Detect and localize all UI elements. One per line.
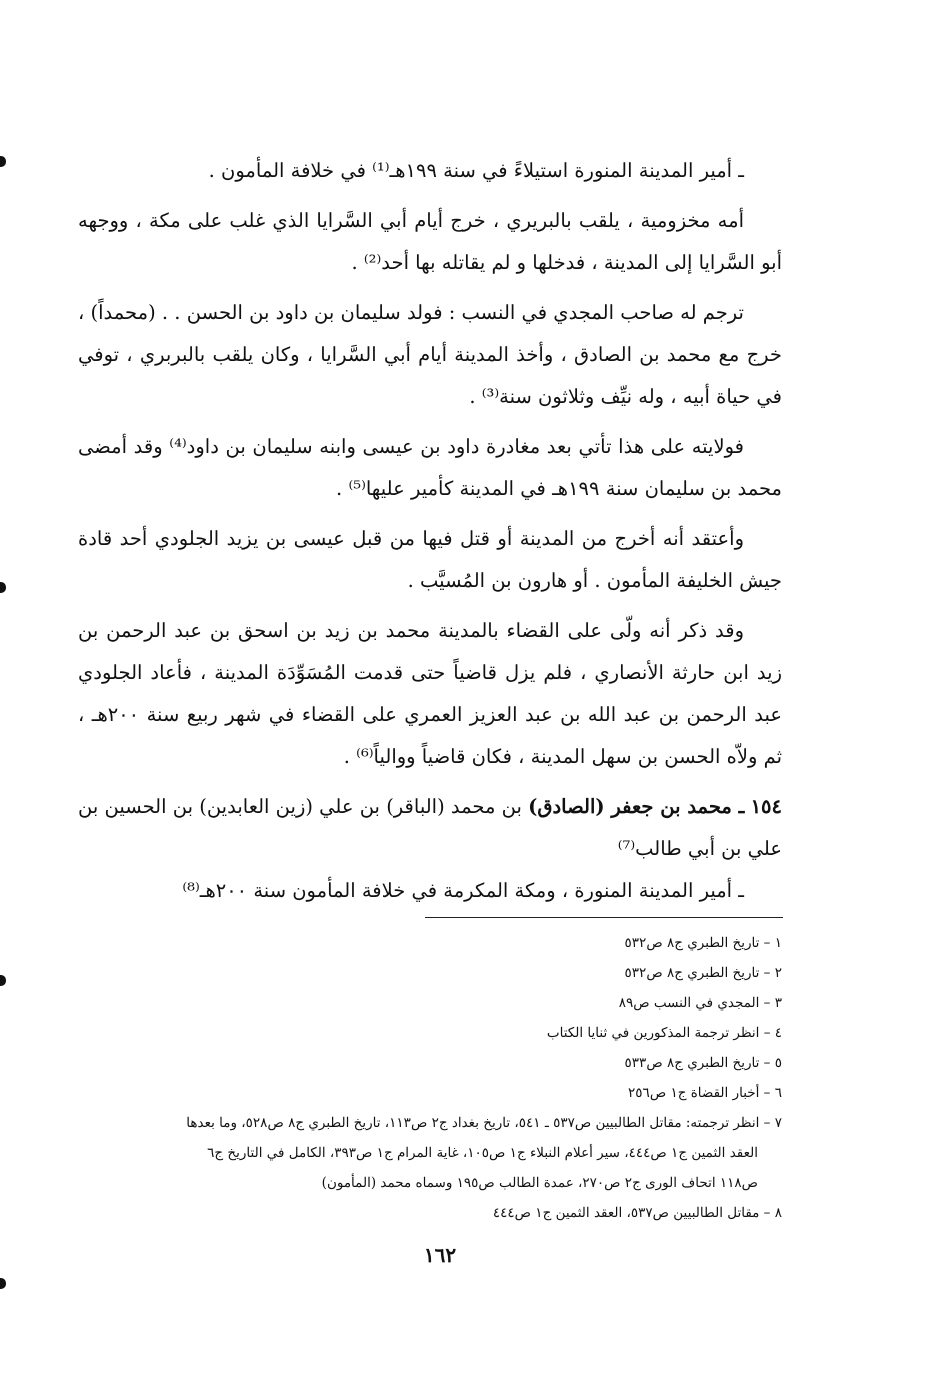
footnote-5: ٥ – تاريخ الطبري ج٨ ص٥٣٣ — [624, 1055, 782, 1071]
entry-office: ـ أمير المدينة المنورة ، ومكة المكرمة في خلافة المأمون سنة ٢٠٠هـ⁽⁸⁾ — [182, 879, 744, 902]
footnote-7-continued-2: ص١١٨ اتحاف الورى ج٢ ص٢٧٠، عمدة الطالب ص١٩٥ وسماه محمد (المأمون) — [321, 1175, 758, 1191]
paragraph-5: وأعتقد أنه أخرج من المدينة أو قتل فيها من قبل عيسى بن يزيد الجلودي أحد قادة جيش الخليفة المأمون . أو هارون بن المُسيَّب . — [78, 527, 782, 592]
footnote-3: ٣ – المجدي في النسب ص٨٩ — [618, 995, 782, 1011]
footnote-8: ٨ – مقاتل الطالبيين ص٥٣٧، العقد الثمين ج١ ص٤٤٤ — [492, 1205, 782, 1221]
paragraph-2: أمه مخزومية ، يلقب بالبريري ، خرج أيام أبي السَّرايا الذي غلب على مكة ، ووجهه أبو السَّرايا إلى المدينة ، فدخلها و لم يقاتله بها أحد⁽²⁾ . — [78, 209, 782, 274]
footnote-7-continued: العقد الثمين ج١ ص٤٤٤، سير أعلام النبلاء ج١ ص١٠٥، غاية المرام ج١ ص٣٩٣، الكامل في التاريخ ج٦ — [207, 1145, 758, 1161]
scan-edge-mark — [0, 582, 6, 593]
paragraph-3: ترجم له صاحب المجدي في النسب : فولد سليمان بن داود بن الحسن . . (محمداً) ، خرج مع محمد بن الصادق ، وأخذ المدينة أيام أبي السَّرايا ، وكان يلقب بالبربري ، توفي في حياة أبيه ، وله نيِّف وثلاثون سنة⁽³⁾ . — [78, 301, 782, 408]
entry-heading — [78, 786, 782, 870]
footnote-6: ٦ – أخبار القضاة ج١ ص٢٥٦ — [628, 1085, 782, 1101]
footnote-divider — [425, 917, 783, 918]
entry-number: ١٥٤ — [750, 795, 782, 818]
entry-lineage: بن محمد (الباقر) بن علي (زين العابدين) بن الحسين بن علي بن أبي طالب⁽⁷⁾ — [78, 795, 782, 860]
scan-edge-mark — [0, 975, 6, 986]
scan-edge-mark — [0, 156, 6, 167]
footnote-1: ١ – تاريخ الطبري ج٨ ص٥٣٢ — [624, 935, 782, 951]
entry-name: ـ محمد بن جعفر (الصادق) — [528, 795, 745, 818]
page-number: ١٦٢ — [423, 1243, 457, 1267]
footnotes — [78, 928, 782, 1228]
footnote-4: ٤ – انظر ترجمة المذكورين في ثنايا الكتاب — [546, 1025, 782, 1041]
paragraph-1: ـ أمير المدينة المنورة استيلاءً في سنة ١٩٩هـ⁽¹⁾ في خلافة المأمون . — [208, 159, 744, 182]
footnote-2: ٢ – تاريخ الطبري ج٨ ص٥٣٢ — [624, 965, 782, 981]
footnote-7: ٧ – انظر ترجمته: مقاتل الطالبيين ص٥٣٧ ـ ٥٤١، تاريخ بغداد ج٢ ص١١٣، تاريخ الطبري ج٨ ص٥٢٨، وما بعدها — [186, 1115, 782, 1131]
scan-edge-mark — [0, 1278, 6, 1289]
paragraph-4: فولايته على هذا تأتي بعد مغادرة داود بن عيسى وابنه سليمان بن داود⁽⁴⁾ وقد أمضى محمد بن سليمان سنة ١٩٩هـ في المدينة كأمير عليها⁽⁵⁾ . — [78, 435, 782, 500]
paragraph-6: وقد ذكر أنه ولّى على القضاء بالمدينة محمد بن زيد بن اسحق بن عبد الرحمن بن زيد ابن حارثة الأنصاري ، فلم يزل قاضياً حتى قدمت المُسَوِّدَة المدينة ، فأعاد الجلودي عبد الرحمن بن عبد الله بن عبد العزيز العمري على القضاء في شهر ربيع سنة ٢٠٠هـ ، ثم ولاّه الحسن بن سهل المدينة ، فكان قاضياً ووالياً⁽⁶⁾ . — [78, 619, 782, 768]
